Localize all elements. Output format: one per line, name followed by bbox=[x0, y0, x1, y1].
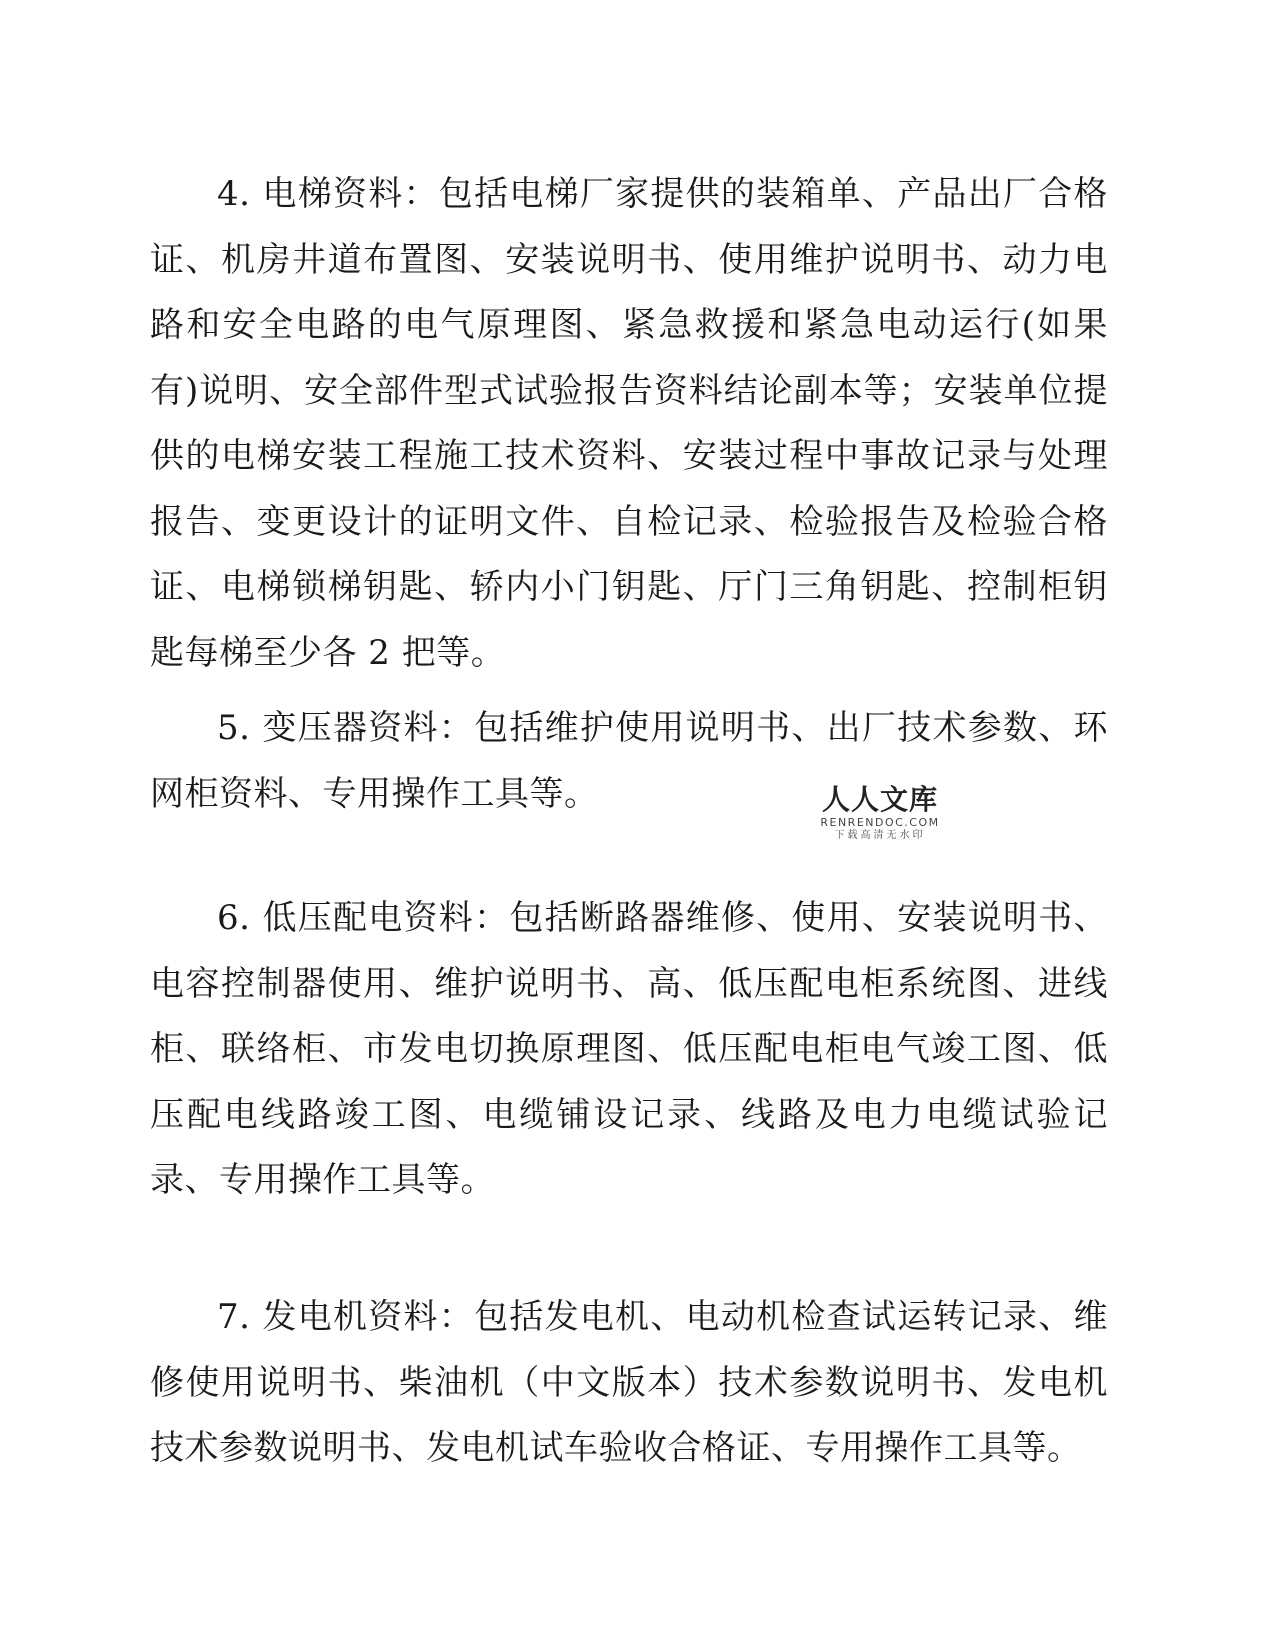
watermark-domain: RENRENDOC.COM bbox=[820, 816, 940, 829]
watermark-title: 人人文库 bbox=[821, 783, 938, 816]
paragraph-elevator-materials: 4. 电梯资料：包括电梯厂家提供的装箱单、产品出厂合格证、机房井道布置图、安装说明书、使用维护说明书、动力电路和安全电路的电气原理图、紧急救援和紧急电动运行(如果有)说明、安全部件型式试验报告资料结论副本等；安装单位提供的电梯安装工程施工技术资料、安装过程中事故记录与处理报告、变更设计的证明文件、自检记录、检验报告及检验合格证、电梯锁梯钥匙、轿内小门钥匙、厅门三角钥匙、控制柜钥匙每梯至少各 2 把等。 bbox=[150, 174, 1108, 673]
paragraph-transformer-materials: 5. 变压器资料：包括维护使用说明书、出厂技术参数、环网柜资料、专用操作工具等。 bbox=[150, 708, 1108, 814]
paragraph-low-voltage-materials: 6. 低压配电资料：包括断路器维修、使用、安装说明书、电容控制器使用、维护说明书、高、低压配电柜系统图、进线柜、联络柜、市发电切换原理图、低压配电柜电气竣工图、低压配电线路竣工图、电缆铺设记录、线路及电力电缆试验记录、专用操作工具等。 bbox=[150, 898, 1108, 1200]
watermark-logo bbox=[815, 783, 945, 841]
paragraph-generator-materials: 7. 发电机资料：包括发电机、电动机检查试运转记录、维修使用说明书、柴油机（中文版本）技术参数说明书、发电机技术参数说明书、发电机试车验收合格证、专用操作工具等。 bbox=[150, 1297, 1108, 1468]
watermark-tagline: 下载高清无水印 bbox=[834, 830, 926, 841]
